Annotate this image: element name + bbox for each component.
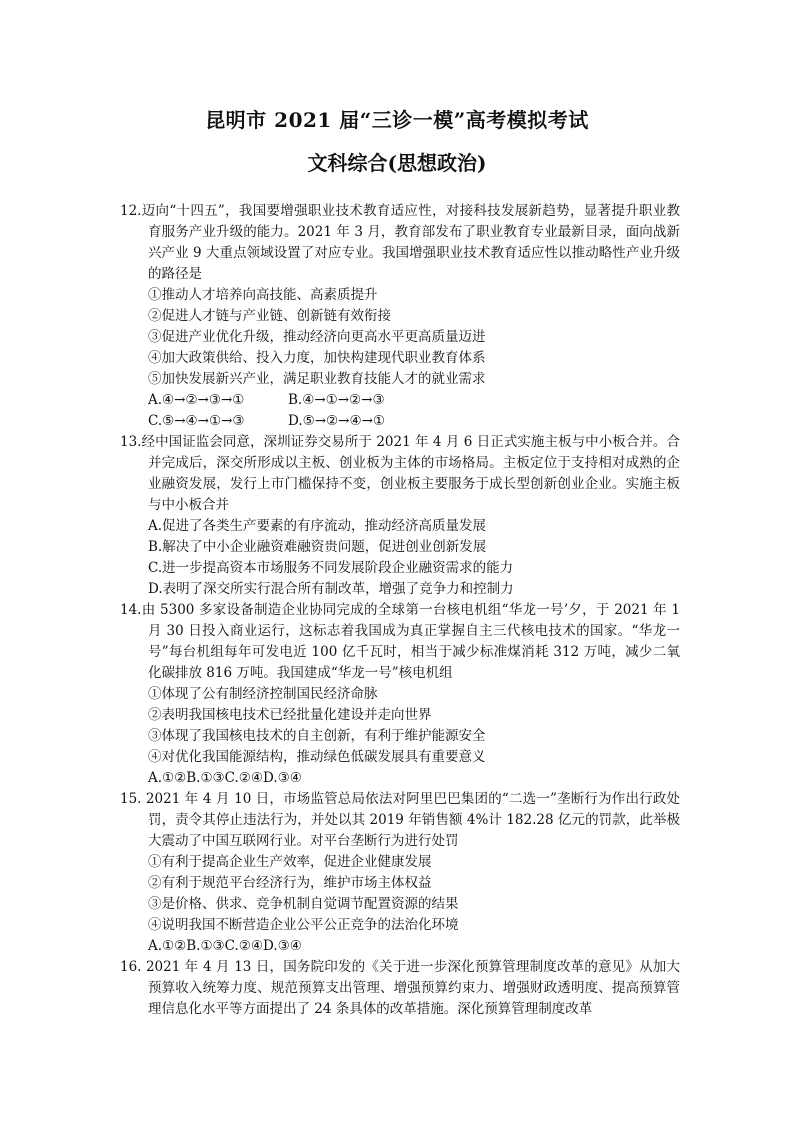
question-item: ④加大政策供给、投入力度，加快构建现代职业教育体系 [148,350,486,366]
question-stem: 16. 2021 年 4 月 13 日，国务院印发的《关于进一步深化预算管理制度改革的意见》从加大预算收入统筹力度、规范预算支出管理、增强预算约束力、增强财政透明度、提高预算管理信息化水平等方面提出了 24 条具体的改革措施。深化预算管理制度改革 [120,959,680,1017]
question-item: ①有利于提高企业生产效率，促进企业健康发展 [148,854,432,870]
question-12 [120,201,680,432]
question-item: ④说明我国不断营造企业公平公正竞争的法治化环境 [148,917,459,933]
question-item: ③体现了我国核电技术的自主创新，有利于维护能源安全 [148,728,486,744]
answer-option-a: A.④→②→③→① [148,392,245,408]
answer-option-d: D.⑤→②→④→① [288,413,385,429]
question-list [120,201,680,1020]
question-14 [120,600,680,789]
question-item: ③是价格、供求、竞争机制自觉调节配置资源的结果 [148,896,459,912]
answer-option-c: C.进一步提高资本市场服务不同发展阶段企业融资需求的能力 [148,560,514,576]
exam-title: 昆明市 2021 届“三诊一模”高考模拟考试 [205,108,589,132]
question-stem: 13.经中国证监会同意，深圳证券交易所于 2021 年 4 月 6 日正式实施主板与中小板合并。合并完成后，深交所形成以主板、创业板为主体的市场格局。主板定位于支持相对成熟的企业融资发展，发行上市门槛保持不变，创业板主要服务于成长型创新创业企业。实施主板与中小板合并 [120,434,680,513]
question-item: ⑤加快发展新兴产业，满足职业教育技能人才的就业需求 [148,371,486,387]
answer-row [120,390,680,411]
question-stem: 15. 2021 年 4 月 10 日，市场监管总局依法对阿里巴巴集团的“二选一”垄断行为作出行政处罚，责令其停止违法行为，并处以其 2019 年销售额 4%计 182.28 亿元的罚款，此举极大震动了中国互联网行业。对平台垄断行为进行处罚 [120,791,680,849]
question-item: ②表明我国核电技术已经批量化建设并走向世界 [148,707,432,723]
answer-row [120,411,680,432]
question-item: ④对优化我国能源结构，推动绿色低碳发展具有重要意义 [148,749,486,765]
question-stem: 12.迈向“十四五”，我国要增强职业技术教育适应性，对接科技发展新趋势，显著提升职业教育服务产业升级的能力。2021 年 3 月，教育部发布了职业教育专业最新目录，面向战新兴产业 9 大重点领域设置了对应专业。我国增强职业技术教育适应性以推动略性产业升级的路径是 [120,203,680,282]
question-item: ②促进人才链与产业链、创新链有效衔接 [148,308,391,324]
question-item: ②有利于规范平台经济行为，维护市场主体权益 [148,875,432,891]
question-stem: 14.由 5300 多家设备制造企业协同完成的全球第一台核电机组“华龙一号’夕，于 2021 年 1 月 30 日投入商业运行，这标志着我国成为真正掌握自主三代核电技术的国家。“华龙一号”每台机组每年可发电近 100 亿千瓦时，相当于减少标准煤消耗 312 万吨，减少二氧化碳排放 816 万吨。我国建成“华龙一号”核电机组 [120,602,680,681]
answer-option-b: B.解决了中小企业融资难融资贵问题，促进创业创新发展 [148,539,487,555]
answer-line: A.①②B.①③C.②④D.③④ [148,938,302,954]
exam-subtitle: 文科综合(思想政治) [307,151,487,175]
answer-option-c: C.⑤→④→①→③ [148,413,245,429]
answer-line: A.①②B.①③C.②④D.③④ [148,770,302,786]
answer-option-b: B.④→①→②→③ [288,392,385,408]
question-16 [120,957,680,1020]
question-item: ①体现了公有制经济控制国民经济命脉 [148,686,378,702]
question-13 [120,432,680,600]
answer-option-d: D.表明了深交所实行混合所有制改革，增强了竞争力和控制力 [148,581,514,597]
question-item: ③促进产业优化升级，推动经济向更高水平更高质量迈进 [148,329,486,345]
question-item: ①推动人才培养向高技能、高素质提升 [148,287,378,303]
question-15 [120,789,680,957]
answer-option-a: A.促进了各类生产要素的有序流动，推动经济高质量发展 [148,518,487,534]
